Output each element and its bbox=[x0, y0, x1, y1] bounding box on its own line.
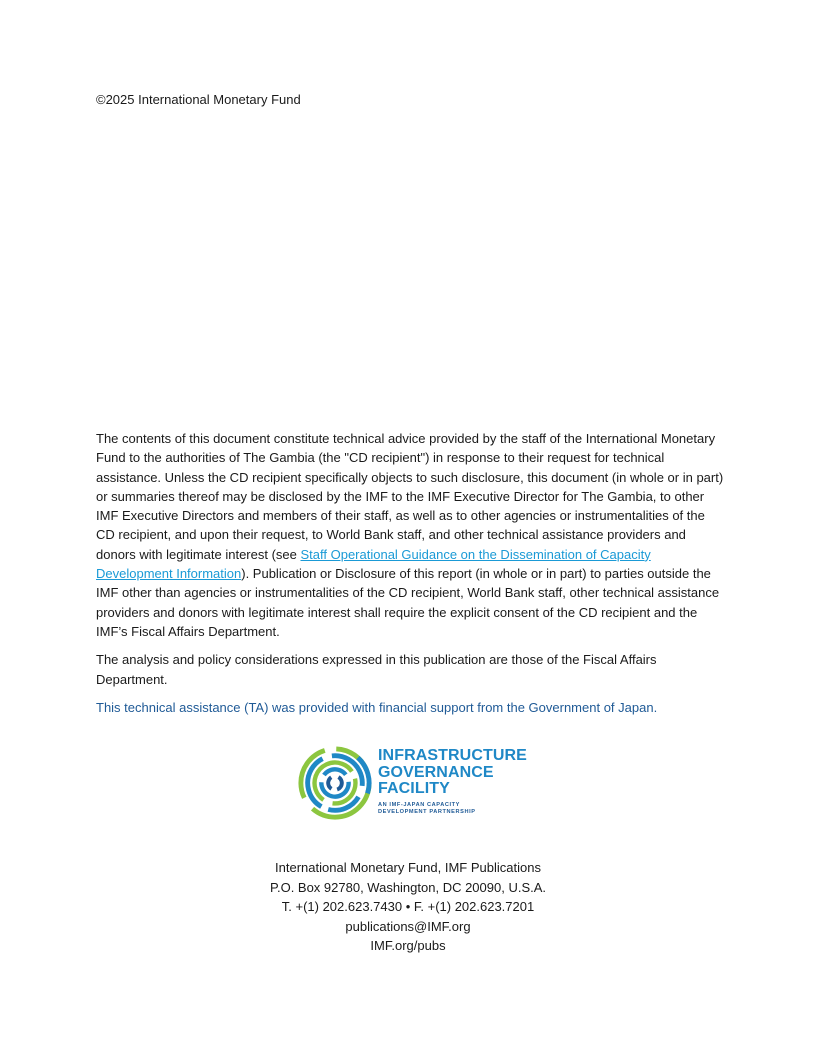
address-email: publications@IMF.org bbox=[345, 918, 471, 934]
address-phone-fax: T. +(1) 202.623.7430 • F. +(1) 202.623.7201 bbox=[281, 899, 535, 915]
igf-rings-icon bbox=[296, 744, 374, 822]
logo-title-line: FACILITY bbox=[378, 780, 450, 797]
ta-funding-note: This technical assistance (TA) was provided with financial support from the Government of Japan. bbox=[96, 699, 658, 715]
address-publisher: International Monetary Fund, IMF Publications bbox=[275, 860, 541, 875]
disclaimer-paragraph bbox=[96, 429, 724, 641]
staff-guidance-link[interactable]: Staff Operational Guidance on the Dissemination of Capacity Development Information bbox=[96, 546, 651, 582]
disclaimer-section bbox=[96, 429, 724, 726]
address-po-box: P.O. Box 92780, Washington, DC 20090, U.S.A. bbox=[269, 879, 547, 895]
logo-subtitle-line: AN IMF-JAPAN CAPACITY bbox=[378, 802, 461, 808]
disclaimer-text-after-link: ). Publication or Disclosure of this report (in whole or in part) to parties outside the IMF other than agencies or instrumentalities of the CD recipient, World Bank staff, other technical assistance providers and donors with legitimate interest shall require the explicit consent of the CD recipient and the IMF’s Fiscal Affairs Department. bbox=[96, 566, 720, 639]
logo-title bbox=[378, 748, 527, 798]
address-website: IMF.org/pubs bbox=[370, 938, 446, 954]
publisher-address bbox=[0, 858, 816, 956]
logo-title-line: INFRASTRUCTURE bbox=[378, 747, 527, 764]
logo-subtitle bbox=[378, 802, 476, 816]
logo-subtitle-line: DEVELOPMENT PARTNERSHIP bbox=[378, 809, 476, 815]
igf-logo bbox=[296, 744, 526, 824]
copyright-notice: ©2025 International Monetary Fund bbox=[96, 92, 301, 107]
analysis-note: The analysis and policy considerations expressed in this publication are those of the Fiscal Affairs Department. bbox=[96, 652, 657, 687]
disclaimer-text-before-link: The contents of this document constitute technical advice provided by the staff of the International Monetary Fund to the authorities of The Gambia (the "CD recipient") in response to their request for technical assistance. Unless the CD recipient specifically objects to such disclosure, this document (in whole or in part) or summaries thereof may be disclosed by the IMF to the IMF Executive Director for The Gambia, to other IMF Executive Directors and members of their staff, as well as to other agencies or instrumentalities of the CD recipient, and upon their request, to World Bank staff, and other technical assistance providers and donors with legitimate interest (see bbox=[96, 431, 724, 562]
logo-title-line: GOVERNANCE bbox=[378, 763, 494, 781]
